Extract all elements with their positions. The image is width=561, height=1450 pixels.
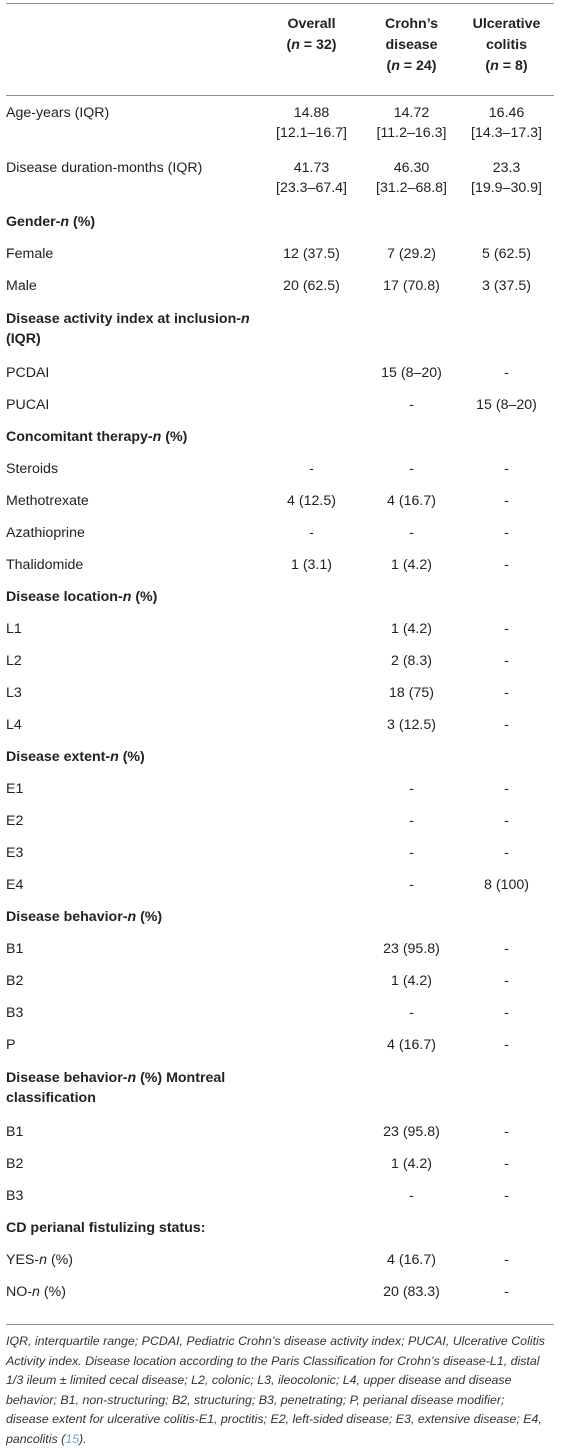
table-row [6, 238, 554, 270]
row-label: Steroids [6, 461, 59, 477]
value-uc: - [504, 493, 509, 509]
value-crohns: - [409, 397, 414, 413]
value-crohns: - [409, 877, 414, 893]
value-crohns: - [409, 1005, 414, 1021]
value-crohns: 7 (29.2) [387, 246, 436, 262]
table-row [6, 677, 554, 709]
value-uc: - [504, 1284, 509, 1300]
table-row [6, 485, 554, 517]
table-row [6, 453, 554, 485]
value-uc: - [504, 813, 509, 829]
header-crohns-line1: Crohn’s [384, 16, 439, 32]
row-label: L4 [6, 717, 22, 733]
header-crohns-line3: (n = 24) [386, 58, 437, 74]
value-crohns-line: 46.30 [393, 160, 430, 176]
header-uc-line1: Ulcerative [472, 16, 541, 32]
value-crohns: 18 (75) [389, 685, 434, 701]
table-row [6, 965, 554, 997]
row-label: L3 [6, 685, 22, 701]
value-crohns: - [409, 1188, 414, 1204]
section-label: Concomitant therapy-n (%) [6, 429, 188, 445]
section-label: Disease behavior-n (%) Montreal classification [6, 1070, 226, 1106]
row-label: Disease duration-months (IQR) [6, 160, 203, 176]
header-uc-line2: colitis [486, 37, 527, 53]
value-crohns: 1 (4.2) [390, 1156, 432, 1172]
row-label: Female [6, 246, 54, 262]
value-crohns-line: 14.72 [393, 105, 430, 121]
value-crohns: 3 (12.5) [387, 717, 436, 733]
section-header-row [6, 302, 554, 357]
row-label: B1 [6, 1124, 24, 1140]
table-row [6, 151, 554, 206]
value-uc [459, 158, 554, 198]
row-label: B3 [6, 1005, 24, 1021]
value-uc: 5 (62.5) [482, 246, 531, 262]
section-header-row [6, 901, 554, 933]
value-uc: - [504, 557, 509, 573]
row-label: B2 [6, 1156, 24, 1172]
value-overall-line: [23.3–67.4] [276, 180, 347, 196]
section-header-row [6, 1061, 554, 1116]
value-uc: - [504, 1037, 509, 1053]
value-crohns: - [409, 461, 414, 477]
value-uc: - [504, 941, 509, 957]
row-label: L1 [6, 621, 22, 637]
value-uc [459, 103, 554, 143]
value-crohns: 17 (70.8) [383, 278, 440, 294]
value-overall: 1 (3.1) [290, 557, 332, 573]
header-overall-line2: (n = 32) [286, 37, 337, 53]
table-row [6, 1244, 554, 1276]
value-crohns: 23 (95.8) [383, 1124, 440, 1140]
value-uc: 8 (100) [484, 877, 529, 893]
footnote-ref-open: ( [61, 1431, 66, 1446]
value-uc: - [504, 1252, 509, 1268]
table-footnote [6, 1325, 554, 1450]
value-overall: 12 (37.5) [283, 246, 340, 262]
value-overall: - [309, 461, 314, 477]
section-label: CD perianal fistulizing status: [6, 1220, 206, 1236]
row-label: L2 [6, 653, 22, 669]
header-crohns-line2: disease [385, 37, 438, 53]
row-label: YES-n (%) [6, 1252, 74, 1268]
row-label: E2 [6, 813, 24, 829]
table-row [6, 1116, 554, 1148]
value-uc: - [504, 621, 509, 637]
value-overall [259, 158, 364, 198]
value-overall: 20 (62.5) [283, 278, 340, 294]
section-header-row [6, 581, 554, 613]
header-overall-line1: Overall [287, 16, 336, 32]
table-row [6, 1148, 554, 1180]
value-overall: - [309, 525, 314, 541]
section-label: Disease extent-n (%) [6, 749, 145, 765]
table-container [0, 3, 561, 1450]
row-label: B3 [6, 1188, 24, 1204]
table-row [6, 1180, 554, 1212]
table-body [6, 96, 554, 1308]
table-row [6, 1276, 554, 1308]
footnote-text: IQR, interquartile range; PCDAI, Pediatric Crohn’s disease activity index; PUCAI, Ulcerative Colitis Activity index. Disease location according to the Paris Classification for Crohn’s disease-L1, distal 1/3 ileum ± limited cecal disease; L2, colonic; L3, ileocolonic; L4, upper disease and disease behavior; B1, non-structuring; B2, structuring; B3, penetrating; P, perianal disease modifier; disease extent for ulcerative colitis-E1, proctitis; E2, left-sided disease; E3, extensive disease; E4, pancolitis [6, 1334, 545, 1446]
value-crohns: 1 (4.2) [390, 621, 432, 637]
row-label: P [6, 1037, 16, 1053]
value-uc-line: [19.9–30.9] [471, 180, 542, 196]
table-row [6, 869, 554, 901]
value-crohns: 2 (8.3) [390, 653, 432, 669]
value-uc: - [504, 1124, 509, 1140]
row-label: Azathioprine [6, 525, 85, 541]
value-crohns: 1 (4.2) [390, 973, 432, 989]
row-label: Methotrexate [6, 493, 89, 509]
value-uc: - [504, 781, 509, 797]
value-uc: 3 (37.5) [482, 278, 531, 294]
value-uc-line: 16.46 [488, 105, 525, 121]
value-crohns: 20 (83.3) [383, 1284, 440, 1300]
row-label: B2 [6, 973, 24, 989]
table-row [6, 1029, 554, 1061]
footnote-ref-close: ). [79, 1431, 87, 1446]
section-label: Disease activity index at inclusion-n (IQR) [6, 311, 250, 347]
row-label: E1 [6, 781, 24, 797]
value-crohns: - [409, 781, 414, 797]
value-uc-line: 23.3 [492, 160, 521, 176]
table-row [6, 773, 554, 805]
row-label: NO-n (%) [6, 1284, 66, 1300]
row-label: PUCAI [6, 397, 50, 413]
header-overall [259, 4, 364, 95]
value-overall: 4 (12.5) [287, 493, 336, 509]
row-label: Age-years (IQR) [6, 105, 110, 121]
value-crohns: - [409, 845, 414, 861]
table-row [6, 96, 554, 151]
row-label: E4 [6, 877, 24, 893]
section-label: Disease location-n (%) [6, 589, 158, 605]
value-crohns-line: [31.2–68.8] [376, 180, 447, 196]
header-uc [459, 4, 554, 95]
value-uc: - [504, 1156, 509, 1172]
value-uc: - [504, 525, 509, 541]
value-crohns: 4 (16.7) [387, 1252, 436, 1268]
table-row [6, 270, 554, 302]
value-uc: - [504, 461, 509, 477]
value-uc: - [504, 1005, 509, 1021]
table-row [6, 709, 554, 741]
value-crohns: 1 (4.2) [390, 557, 432, 573]
header-uc-line3: (n = 8) [485, 58, 528, 74]
value-crohns: 4 (16.7) [387, 1037, 436, 1053]
value-crohns-line: [11.2–16.3] [376, 125, 447, 141]
section-header-row [6, 206, 554, 238]
footnote-reference-link[interactable]: 15 [65, 1431, 80, 1446]
value-crohns: - [409, 813, 414, 829]
value-overall-line: [12.1–16.7] [276, 125, 347, 141]
table-row [6, 549, 554, 581]
value-uc: - [504, 717, 509, 733]
value-overall-line: 41.73 [293, 160, 330, 176]
row-label: Thalidomide [6, 557, 84, 573]
table-header [6, 4, 554, 96]
value-crohns [364, 103, 459, 143]
value-uc: - [504, 973, 509, 989]
header-blank [6, 4, 259, 95]
value-crohns: 23 (95.8) [383, 941, 440, 957]
value-uc: 15 (8–20) [476, 397, 537, 413]
value-uc-line: [14.3–17.3] [471, 125, 542, 141]
section-header-row [6, 741, 554, 773]
value-uc: - [504, 653, 509, 669]
row-label: B1 [6, 941, 24, 957]
table-row [6, 805, 554, 837]
value-uc: - [504, 685, 509, 701]
section-label: Gender-n (%) [6, 214, 96, 230]
section-label: Disease behavior-n (%) [6, 909, 163, 925]
row-label: Male [6, 278, 37, 294]
section-header-row [6, 1212, 554, 1244]
table-row [6, 357, 554, 389]
row-label: E3 [6, 845, 24, 861]
table-row [6, 613, 554, 645]
value-uc: - [504, 1188, 509, 1204]
table-row [6, 645, 554, 677]
value-overall-line: 14.88 [293, 105, 330, 121]
table-row [6, 933, 554, 965]
table-row [6, 997, 554, 1029]
value-crohns [364, 158, 459, 198]
header-crohns [364, 4, 459, 95]
value-uc: - [504, 365, 509, 381]
value-crohns: 4 (16.7) [387, 493, 436, 509]
table-row [6, 517, 554, 549]
section-header-row [6, 421, 554, 453]
row-label: PCDAI [6, 365, 50, 381]
table-row [6, 389, 554, 421]
value-crohns: - [409, 525, 414, 541]
value-uc: - [504, 845, 509, 861]
value-overall [259, 103, 364, 143]
table-row [6, 837, 554, 869]
value-crohns: 15 (8–20) [381, 365, 442, 381]
